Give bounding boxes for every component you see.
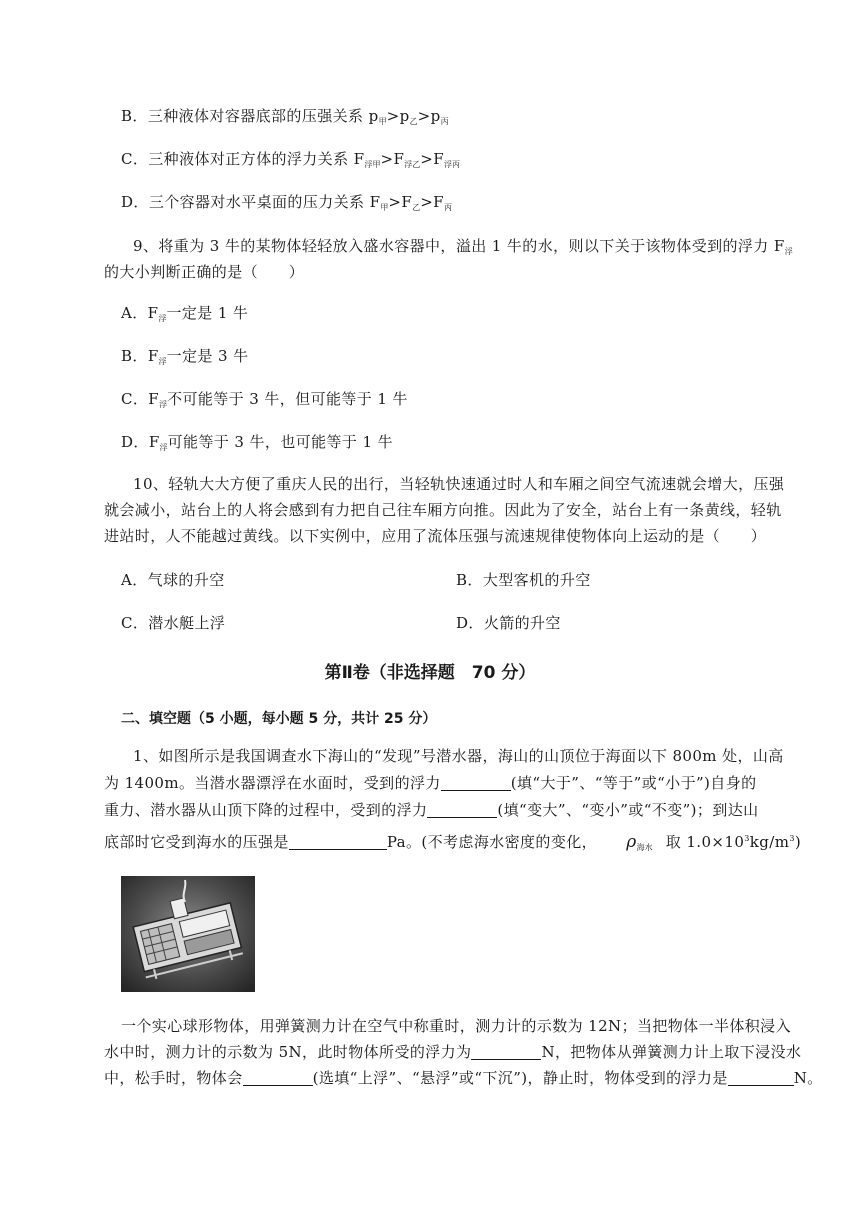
q10-option-d: D．火箭的升空 (456, 614, 561, 632)
q9-option-d: D．$F_浮$可能等于 3 牛，也可能等于 1 牛 (121, 433, 394, 452)
q10-stem-line-1: 10、轻轨大大方便了重庆人民的出行，当轻轨快速通过时人和车厢之间空气流速就会增大，压强 (133, 475, 785, 493)
answer-blank[interactable] (243, 1071, 313, 1086)
q10-option-c: C．潜水艇上浮 (121, 614, 226, 632)
q9-option-a: A．$F_浮$一定是 1 牛 (121, 304, 249, 323)
fill2-line-1: 一个实心球形物体，用弹簧测力计在空气中称重时，测力计的示数为 12N；当把物体一半体积浸入 (121, 1017, 791, 1035)
section-subtitle: 二、填空题（5 小题，每小题 5 分，共计 25 分） (121, 711, 437, 727)
q8-option-b: B．三种液体对容器底部的压强关系 $p_甲>p_乙>p_丙$ (121, 107, 449, 126)
fill1-line-4: 底部时它受到海水的压强是 Pa。(不考虑海水密度的变化， $\rho_{海水}$ 取 $1.0\times 10^3kg/m^3$) (104, 832, 802, 852)
q10-option-b: B．大型客机的升空 (456, 571, 591, 589)
answer-blank[interactable] (289, 835, 387, 850)
q9-stem-line-2: 的大小判断正确的是（ ） (104, 263, 305, 281)
q10-stem-line-2: 就会减小，站台上的人将会感到有力把自己往车厢方向推。因此为了安全，站台上有一条黄线，轻轨 (104, 501, 782, 519)
answer-blank[interactable] (427, 803, 497, 818)
fill1-line-3: 重力、潜水器从山顶下降的过程中，受到的浮力 (填“变大”、“变小”或“不变”)；到达山 (104, 801, 759, 819)
rho-symbol: ρ (626, 832, 637, 852)
fill1-line-1: 1、如图所示是我国调查水下海山的“发现”号潜水器，海山的山顶位于海面以下 800m 处，山高 (133, 747, 784, 765)
fill2-line-3: 中，松手时，物体会 (选填“上浮”、“悬浮”或“下沉”)，静止时，物体受到的浮力是 N。 (104, 1069, 823, 1087)
q9-stem-line-1: 9、将重为 3 牛的某物体轻轻放入盛水容器中，溢出 1 牛的水，则以下关于该物体受到的浮力 $F_浮$ (133, 237, 793, 256)
q10-stem-line-3: 进站时，人不能越过黄线。以下实例中，应用了流体压强与流速规律使物体向上运动的是（ ） (104, 527, 767, 545)
fill2-line-2: 水中时，测力计的示数为 5N，此时物体所受的浮力为 N，把物体从弹簧测力计上取下浸没水 (104, 1043, 802, 1061)
fill1-line-2: 为 1400m。当潜水器漂浮在水面时，受到的浮力 (填“大于”、“等于”或“小于”)自身的 (104, 774, 757, 792)
q10-option-a: A．气球的升空 (121, 571, 225, 589)
submersible-photo (121, 876, 255, 992)
answer-blank[interactable] (728, 1071, 794, 1086)
q9-option-c: C．$F_浮$不可能等于 3 牛，但可能等于 1 牛 (121, 390, 408, 409)
answer-blank[interactable] (471, 1045, 541, 1060)
q8-option-c: C．三种液体对正方体的浮力关系 $F_{浮甲}>F_{浮乙}>F_{浮丙}$ (121, 150, 461, 169)
q8-option-d: D．三个容器对水平桌面的压力关系 $F_甲>F_乙>F_丙$ (121, 193, 452, 212)
answer-blank[interactable] (441, 776, 511, 791)
q9-option-b: B．$F_浮$一定是 3 牛 (121, 347, 249, 366)
section-title: 第Ⅱ卷（非选择题 70 分） (324, 663, 536, 683)
submersible-illustration (121, 876, 255, 992)
